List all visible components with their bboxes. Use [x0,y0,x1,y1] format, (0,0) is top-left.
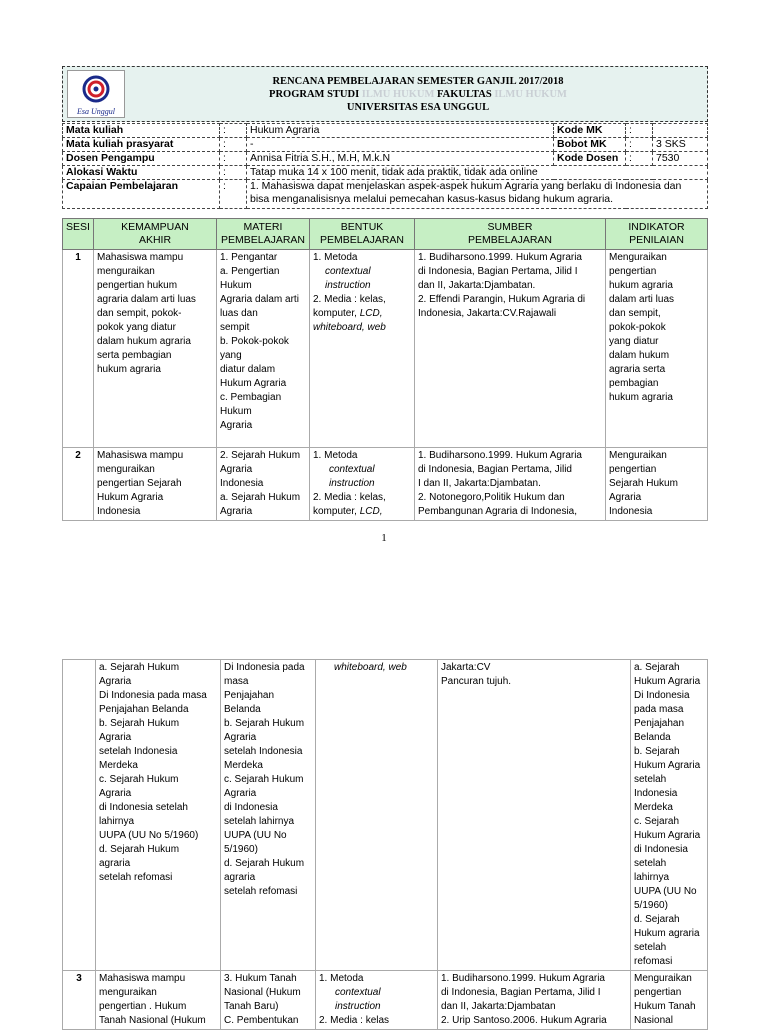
indikator-cell: Menguraikan pengertian Hukum Tanah Nasional [631,971,708,1030]
indikator-cell: a. Sejarah Hukum Agraria Di Indonesia pada masa Penjajahan Belanda b. Sejarah Hukum Agraria setelah Indonesia Merdeka c. Sejarah Hukum Agraria di Indonesia setelah lahirnya UUPA (UU No 5/1960) d. Sejarah Hukum agraria setelah refomasi [631,660,708,971]
bentuk-method-detail: contextual instruction [325,266,371,291]
bentuk-cell: whiteboard, web [316,660,438,971]
table-row [63,660,708,971]
university-logo [67,70,125,118]
bentuk-media-detail: LCD, whiteboard, web [313,308,386,333]
bentuk-media: 2. Media : kelas [319,1015,390,1026]
colon: : [626,152,653,166]
bobot-value: 3 SKS [653,138,708,152]
header-line-1: RENCANA PEMBELAJARAN SEMESTER GANJIL 2017/2018 [272,76,564,87]
colon: : [220,166,247,180]
course-info-table [62,123,708,209]
sesi-number [63,660,96,971]
prasyarat-label: Mata kuliah prasyarat [63,138,220,152]
info-row-dosen [63,152,708,166]
colon: : [220,180,247,209]
indikator-cell: Menguraikan pengertian hukum agraria dalam arti luas dan sempit, pokok-pokok yang diatur dalam hukum agraria serta pembagian hukum agraria [606,250,708,448]
rps-table-continued [62,659,708,1030]
materi-cell: 3. Hukum Tanah Nasional (Hukum Tanah Baru) C. Pembentukan [221,971,316,1030]
fakultas-label: FAKULTAS [434,89,495,100]
bentuk-media-detail: LCD, [359,506,383,517]
colon: : [220,138,247,152]
kode-mk-label: Kode MK [554,124,626,138]
sumber-cell: 1. Budiharsono.1999. Hukum Agraria di Indonesia, Bagian Pertama, Jilid I dan II, Jakarta:Djambatan 2. Urip Santoso.2006. Hukum Agraria [438,971,631,1030]
mata-kuliah-value: Hukum Agraria [247,124,554,138]
col-materi: MATERI PEMBELAJARAN [217,219,310,250]
fakultas-value: ILMU HUKUM [494,89,567,100]
page-number: 1 [381,532,387,544]
materi-cell: Di Indonesia pada masa Penjajahan Belanda b. Sejarah Hukum Agraria setelah Indonesia Merdeka c. Sejarah Hukum Agraria di Indonesia setelah lahirnya UUPA (UU No 5/1960) d. Sejarah Hukum agraria setelah refomasi [221,660,316,971]
sumber-cell: Jakarta:CV Pancuran tujuh. [438,660,631,971]
info-row-mata-kuliah [63,124,708,138]
document-header [62,66,708,122]
header-line-2 [129,88,707,101]
info-row-alokasi [63,166,708,180]
kemampuan-cell: a. Sejarah Hukum Agraria Di Indonesia pada masa Penjajahan Belanda b. Sejarah Hukum Agraria setelah Indonesia Merdeka c. Sejarah Hukum Agraria di Indonesia setelah lahirnya UUPA (UU No 5/1960) d. Sejarah Hukum agraria setelah refomasi [96,660,221,971]
info-row-capaian [63,180,708,209]
bentuk-method-detail: contextual instruction [335,987,381,1012]
header-line-3: UNIVERSITAS ESA UNGGUL [346,102,490,113]
kode-dosen-label: Kode Dosen [554,152,626,166]
table-row [63,971,708,1030]
colon: : [626,124,653,138]
sumber-cell: 1. Budiharsono.1999. Hukum Agraria di Indonesia, Bagian Pertama, Jilid I dan II, Jakarta:Djambatan. 2. Notonegoro,Politik Hukum dan Pembangunan Agraria di Indonesia, [415,448,606,521]
bentuk-cell [310,250,415,448]
program-studi-label: PROGRAM STUDI [269,89,362,100]
rps-table [62,218,708,521]
logo-text: Esa Unggul [77,107,115,116]
bentuk-method-detail: contextual instruction [329,464,375,489]
bentuk-method: 1. Metoda [313,252,358,263]
col-kemampuan: KEMAMPUAN AKHIR [94,219,217,250]
col-bentuk: BENTUK PEMBELAJARAN [310,219,415,250]
alokasi-label: Alokasi Waktu [63,166,220,180]
colon: : [220,152,247,166]
prasyarat-value: - [247,138,554,152]
bobot-label: Bobot MK [554,138,626,152]
col-sesi: SESI [63,219,94,250]
program-studi-value: ILMU HUKUM [361,89,435,100]
capaian-value: 1. Mahasiswa dapat menjelaskan aspek-aspek hukum Agraria yang berlaku di Indonesia dan bisa menganalisisnya melalui pemecahan kasus-kasus bidang hukum agraria. [247,180,708,209]
bentuk-method: 1. Metoda [319,973,364,984]
capaian-label: Capaian Pembelajaran [63,180,220,209]
logo-swirl-icon [81,74,111,104]
table-header-row [63,219,708,250]
kemampuan-cell: Mahasiswa mampu menguraikan pengertian Sejarah Hukum Agraria Indonesia [94,448,217,521]
bentuk-media: 2. Media : kelas, komputer, [313,492,386,517]
kode-dosen-value: 7530 [653,152,708,166]
bentuk-cell [316,971,438,1030]
mata-kuliah-label: Mata kuliah [63,124,220,138]
materi-cell: 2. Sejarah Hukum Agraria Indonesia a. Sejarah Hukum Agraria [217,448,310,521]
col-sumber: SUMBER PEMBELAJARAN [415,219,606,250]
col-indikator: INDIKATOR PENILAIAN [606,219,708,250]
indikator-cell: Menguraikan pengertian Sejarah Hukum Agraria Indonesia [606,448,708,521]
kemampuan-cell: Mahasiswa mampu menguraikan pengertian hukum agraria dalam arti luas dan sempit, pokok- pokok yang diatur dalam hukum agraria serta pembagian hukum agraria [94,250,217,448]
materi-cell: 1. Pengantar a. Pengertian Hukum Agraria dalam arti luas dan sempit b. Pokok-pokok yang diatur dalam Hukum Agraria c. Pembagian Hukum Agraria [217,250,310,448]
header-title [129,75,707,114]
colon: : [626,138,653,152]
table-row [63,448,708,521]
bentuk-media: 2. Media : kelas, komputer, [313,294,386,319]
dosen-value: Annisa Fitria S.H., M.H, M.k.N [247,152,554,166]
colon: : [220,124,247,138]
info-row-prasyarat [63,138,708,152]
kemampuan-cell: Mahasiswa mampu menguraikan pengertian . Hukum Tanah Nasional (Hukum [96,971,221,1030]
kode-mk-value [653,124,708,138]
sesi-number: 3 [63,971,96,1030]
sesi-number: 1 [63,250,94,448]
table-row [63,250,708,448]
alokasi-value: Tatap muka 14 x 100 menit, tidak ada praktik, tidak ada online [247,166,708,180]
dosen-label: Dosen Pengampu [63,152,220,166]
sesi-number: 2 [63,448,94,521]
sumber-cell: 1. Budiharsono.1999. Hukum Agraria di Indonesia, Bagian Pertama, Jilid I dan II, Jakarta:Djambatan. 2. Effendi Parangin, Hukum Agraria di Indonesia, Jakarta:CV.Rajawali [415,250,606,448]
bentuk-method: 1. Metoda [313,450,358,461]
bentuk-cell [310,448,415,521]
